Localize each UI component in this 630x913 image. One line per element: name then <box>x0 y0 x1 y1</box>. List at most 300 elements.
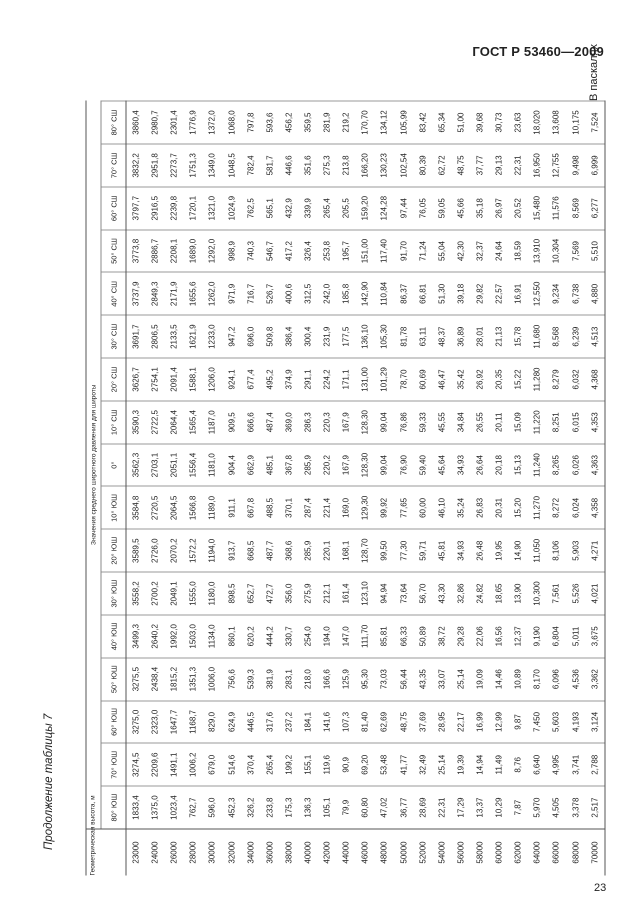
pressure-cell: 3584,8 <box>126 487 146 530</box>
pressure-cell: 4,358 <box>585 487 605 530</box>
pressure-cell: 539,3 <box>241 658 260 701</box>
pressure-cell: 1023,4 <box>165 786 184 829</box>
pressure-cell: 169,0 <box>337 487 356 530</box>
table-row <box>165 101 184 876</box>
pressure-cell: 4,363 <box>585 444 605 487</box>
pressure-cell: 1180,0 <box>203 572 222 615</box>
pressure-cell: 326,4 <box>298 230 317 273</box>
pressure-cell: 37,69 <box>413 701 432 744</box>
pressure-cell: 911,1 <box>222 487 241 530</box>
pressure-cell: 1776,9 <box>184 101 203 144</box>
altitude-cell: 30000 <box>203 829 222 876</box>
pressure-cell: 99,04 <box>375 401 394 444</box>
pressure-cell: 220,2 <box>318 444 337 487</box>
pressure-cell: 2951,8 <box>146 144 165 187</box>
pressure-cell: 111,70 <box>356 615 375 658</box>
pressure-cell: 151,00 <box>356 230 375 273</box>
pressure-cell: 101,29 <box>375 358 394 401</box>
pressure-cell: 762,5 <box>241 187 260 230</box>
pressure-cell: 20,52 <box>509 187 528 230</box>
pressure-cell: 1168,7 <box>184 701 203 744</box>
pressure-cell: 53,48 <box>375 743 394 786</box>
pressure-cell: 18,65 <box>490 572 509 615</box>
pressure-cell: 128,70 <box>356 529 375 572</box>
pressure-cell: 136,3 <box>298 786 317 829</box>
pressure-cell: 36,77 <box>394 786 413 829</box>
pressure-cell: 147,0 <box>337 615 356 658</box>
altitude-header: Геометрическая высота, м <box>86 829 126 876</box>
pressure-cell: 85,81 <box>375 615 394 658</box>
altitude-cell: 40000 <box>298 829 317 876</box>
pressure-cell: 220,1 <box>318 529 337 572</box>
pressure-cell: 28,01 <box>470 315 489 358</box>
pressure-cell: 22,31 <box>509 144 528 187</box>
pressure-cell: 6,015 <box>566 401 585 444</box>
pressure-cell: 86,37 <box>394 272 413 315</box>
pressure-cell: 71,24 <box>413 230 432 273</box>
pressure-cell: 48,75 <box>394 701 413 744</box>
pressure-cell: 1187,0 <box>203 401 222 444</box>
pressure-cell: 860,1 <box>222 615 241 658</box>
pressure-cell: 7,450 <box>528 701 547 744</box>
pressure-cell: 2133,5 <box>165 315 184 358</box>
pressure-cell: 110,84 <box>375 272 394 315</box>
pressure-cell: 1006,2 <box>184 743 203 786</box>
pressure-cell: 24,64 <box>490 230 509 273</box>
pressure-cell: 50,89 <box>413 615 432 658</box>
pressure-cell: 1647,7 <box>165 701 184 744</box>
pressure-cell: 4,193 <box>566 701 585 744</box>
pressure-cell: 740,3 <box>241 230 260 273</box>
table-row <box>126 101 146 876</box>
pressure-cell: 7,569 <box>566 230 585 273</box>
pressure-cell: 81,78 <box>394 315 413 358</box>
pressure-cell: 28,69 <box>413 786 432 829</box>
table-row <box>490 101 509 876</box>
altitude-cell: 26000 <box>165 829 184 876</box>
altitude-cell: 46000 <box>356 829 375 876</box>
pressure-cell: 166,6 <box>318 658 337 701</box>
pressure-cell: 514,6 <box>222 743 241 786</box>
table-row <box>375 101 394 876</box>
pressure-cell: 667,8 <box>241 487 260 530</box>
pressure-cell: 446,6 <box>279 144 298 187</box>
pressure-cell: 8,272 <box>547 487 566 530</box>
pressure-cell: 184,1 <box>298 701 317 744</box>
pressure-cell: 432,9 <box>279 187 298 230</box>
pressure-cell: 59,40 <box>413 444 432 487</box>
pressure-cell: 417,2 <box>279 230 298 273</box>
column-header: 60° ЮШ <box>101 701 126 744</box>
column-header: 40° СШ <box>101 272 126 315</box>
table-row <box>566 101 585 876</box>
pressure-cell: 59,33 <box>413 401 432 444</box>
pressure-cell: 330,7 <box>279 615 298 658</box>
pressure-cell: 1566,8 <box>184 487 203 530</box>
pressure-cell: 400,6 <box>279 272 298 315</box>
pressure-cell: 446,5 <box>241 701 260 744</box>
pressure-cell: 1321,0 <box>203 187 222 230</box>
pressure-cell: 136,10 <box>356 315 375 358</box>
pressure-cell: 370,1 <box>279 487 298 530</box>
pressure-cell: 17,29 <box>451 786 470 829</box>
pressure-cell: 1992,0 <box>165 615 184 658</box>
pressure-cell: 1206,0 <box>203 358 222 401</box>
pressure-cell: 4,368 <box>585 358 605 401</box>
pressure-cell: 60,00 <box>413 487 432 530</box>
altitude-cell: 38000 <box>279 829 298 876</box>
pressure-cell: 6,032 <box>566 358 585 401</box>
altitude-cell: 23000 <box>126 829 146 876</box>
pressure-cell: 42,30 <box>451 230 470 273</box>
pressure-cell: 1292,0 <box>203 230 222 273</box>
pressure-cell: 488,5 <box>260 487 279 530</box>
pressure-cell: 2070,2 <box>165 529 184 572</box>
pressure-cell: 73,64 <box>394 572 413 615</box>
pressure-cell: 80,39 <box>413 144 432 187</box>
pressure-cell: 63,11 <box>413 315 432 358</box>
pressure-cell: 175,3 <box>279 786 298 829</box>
pressure-cell: 2726,0 <box>146 529 165 572</box>
table-row <box>432 101 451 876</box>
pressure-cell: 134,12 <box>375 101 394 144</box>
pressure-cell: 170,70 <box>356 101 375 144</box>
pressure-cell: 45,66 <box>451 187 470 230</box>
pressure-cell: 3275,0 <box>126 701 146 744</box>
pressure-cell: 265,4 <box>260 743 279 786</box>
pressure-cell: 41,77 <box>394 743 413 786</box>
pressure-cell: 59,71 <box>413 529 432 572</box>
pressure-cell: 287,4 <box>298 487 317 530</box>
pressure-cell: 130,23 <box>375 144 394 187</box>
pressure-cell: 3860,4 <box>126 101 146 144</box>
column-header: 50° ЮШ <box>101 658 126 701</box>
pressure-cell: 286,3 <box>298 401 317 444</box>
pressure-cell: 4,995 <box>547 743 566 786</box>
pressure-cell: 19,39 <box>451 743 470 786</box>
pressure-cell: 8,170 <box>528 658 547 701</box>
pressure-cell: 22,57 <box>490 272 509 315</box>
pressure-cell: 356,0 <box>279 572 298 615</box>
pressure-cell: 233,8 <box>260 786 279 829</box>
pressure-cell: 29,13 <box>490 144 509 187</box>
pressure-cell: 14,46 <box>490 658 509 701</box>
table-row <box>184 101 203 876</box>
pressure-cell: 6,640 <box>528 743 547 786</box>
pressure-cell: 10,29 <box>490 786 509 829</box>
pressure-table-container <box>86 101 606 876</box>
pressure-cell: 11,280 <box>528 358 547 401</box>
pressure-cell: 2754,1 <box>146 358 165 401</box>
pressure-cell: 13,90 <box>509 572 528 615</box>
pressure-cell: 4,513 <box>585 315 605 358</box>
pressure-cell: 1349,0 <box>203 144 222 187</box>
pressure-cell: 219,2 <box>337 101 356 144</box>
pressure-cell: 971,9 <box>222 272 241 315</box>
pressure-cell: 16,91 <box>509 272 528 315</box>
pressure-cell: 668,5 <box>241 529 260 572</box>
pressure-cell: 4,505 <box>547 786 566 829</box>
pressure-cell: 2049,1 <box>165 572 184 615</box>
pressure-cell: 593,6 <box>260 101 279 144</box>
pressure-cell: 8,251 <box>547 401 566 444</box>
pressure-cell: 359,5 <box>298 101 317 144</box>
pressure-cell: 26,55 <box>470 401 489 444</box>
pressure-cell: 117,40 <box>375 230 394 273</box>
pressure-cell: 9,190 <box>528 615 547 658</box>
pressure-cell: 56,44 <box>394 658 413 701</box>
column-header: 70° ЮШ <box>101 743 126 786</box>
pressure-cell: 20,18 <box>490 444 509 487</box>
pressure-cell: 526,7 <box>260 272 279 315</box>
pressure-cell: 12,37 <box>509 615 528 658</box>
pressure-cell: 265,4 <box>318 187 337 230</box>
pressure-cell: 3274,5 <box>126 743 146 786</box>
pressure-cell: 4,353 <box>585 401 605 444</box>
pressure-cell: 677,4 <box>241 358 260 401</box>
pressure-cell: 15,22 <box>509 358 528 401</box>
pressure-cell: 9,234 <box>547 272 566 315</box>
pressure-cell: 46,10 <box>432 487 451 530</box>
pressure-cell: 205,5 <box>337 187 356 230</box>
pressure-cell: 129,30 <box>356 487 375 530</box>
pressure-cell: 666,6 <box>241 401 260 444</box>
pressure-cell: 2438,4 <box>146 658 165 701</box>
pressure-cell: 11,49 <box>490 743 509 786</box>
pressure-cell: 99,92 <box>375 487 394 530</box>
pressure-cell: 18,020 <box>528 101 547 144</box>
pressure-cell: 4,536 <box>566 658 585 701</box>
pressure-cell: 368,6 <box>279 529 298 572</box>
pressure-cell: 716,7 <box>241 272 260 315</box>
column-header: 70° СШ <box>101 144 126 187</box>
pressure-cell: 231,9 <box>318 315 337 358</box>
altitude-cell: 66000 <box>547 829 566 876</box>
pressure-cell: 20,35 <box>490 358 509 401</box>
pressure-cell: 36,89 <box>451 315 470 358</box>
pressure-cell: 242,0 <box>318 272 337 315</box>
pressure-cell: 3590,3 <box>126 401 146 444</box>
table-body <box>126 101 605 876</box>
column-header: 60° СШ <box>101 187 126 230</box>
pressure-cell: 909,5 <box>222 401 241 444</box>
pressure-cell: 39,18 <box>451 272 470 315</box>
pressure-cell: 21,13 <box>490 315 509 358</box>
pressure-cell: 35,42 <box>451 358 470 401</box>
column-header: 40° ЮШ <box>101 615 126 658</box>
altitude-cell: 44000 <box>337 829 356 876</box>
table-row <box>241 101 260 876</box>
pressure-cell: 782,4 <box>241 144 260 187</box>
pressure-cell: 6,239 <box>566 315 585 358</box>
pressure-cell: 66,33 <box>394 615 413 658</box>
pressure-cell: 4,880 <box>585 272 605 315</box>
pressure-cell: 168,1 <box>337 529 356 572</box>
pressure-cell: 624,9 <box>222 701 241 744</box>
pressure-cell: 77,65 <box>394 487 413 530</box>
pressure-cell: 679,0 <box>203 743 222 786</box>
pressure-cell: 2051,1 <box>165 444 184 487</box>
pressure-cell: 119,6 <box>318 743 337 786</box>
pressure-cell: 11,220 <box>528 401 547 444</box>
pressure-cell: 24,82 <box>470 572 489 615</box>
pressure-cell: 797,8 <box>241 101 260 144</box>
pressure-cell: 128,30 <box>356 444 375 487</box>
pressure-cell: 81,40 <box>356 701 375 744</box>
pressure-cell: 275,3 <box>318 144 337 187</box>
pressure-cell: 3,362 <box>585 658 605 701</box>
pressure-cell: 35,24 <box>451 487 470 530</box>
pressure-cell: 456,2 <box>279 101 298 144</box>
pressure-cell: 43,35 <box>413 658 432 701</box>
pressure-cell: 4,021 <box>585 572 605 615</box>
pressure-cell: 5,603 <box>547 701 566 744</box>
table-row <box>203 101 222 876</box>
pressure-cell: 326,2 <box>241 786 260 829</box>
pressure-cell: 76,86 <box>394 401 413 444</box>
pressure-cell: 35,18 <box>470 187 489 230</box>
pressure-cell: 7,524 <box>585 101 605 144</box>
pressure-cell: 177,5 <box>337 315 356 358</box>
pressure-cell: 11,680 <box>528 315 547 358</box>
pressure-cell: 107,3 <box>337 701 356 744</box>
pressure-cell: 5,903 <box>566 529 585 572</box>
pressure-cell: 39,68 <box>470 101 489 144</box>
pressure-cell: 38,72 <box>432 615 451 658</box>
column-header: 0° <box>101 444 126 487</box>
pressure-cell: 913,7 <box>222 529 241 572</box>
altitude-cell: 64000 <box>528 829 547 876</box>
table-row <box>222 101 241 876</box>
pressure-cell: 1233,0 <box>203 315 222 358</box>
pressure-cell: 2064,5 <box>165 487 184 530</box>
pressure-cell: 1503,0 <box>184 615 203 658</box>
column-header: 20° СШ <box>101 358 126 401</box>
pressure-cell: 105,99 <box>394 101 413 144</box>
altitude-cell: 48000 <box>375 829 394 876</box>
pressure-cell: 2720,5 <box>146 487 165 530</box>
pressure-cell: 237,2 <box>279 701 298 744</box>
pressure-cell: 142,90 <box>356 272 375 315</box>
pressure-cell: 565,1 <box>260 187 279 230</box>
pressure-cell: 76,90 <box>394 444 413 487</box>
pressure-cell: 283,1 <box>279 658 298 701</box>
pressure-cell: 14,94 <box>470 743 489 786</box>
pressure-cell: 2064,4 <box>165 401 184 444</box>
pressure-cell: 3737,9 <box>126 272 146 315</box>
pressure-cell: 8,265 <box>547 444 566 487</box>
pressure-cell: 2886,7 <box>146 230 165 273</box>
pressure-cell: 105,1 <box>318 786 337 829</box>
pressure-cell: 8,279 <box>547 358 566 401</box>
pressure-cell: 253,8 <box>318 230 337 273</box>
pressure-cell: 45,55 <box>432 401 451 444</box>
table-row <box>394 101 413 876</box>
pressure-cell: 370,4 <box>241 743 260 786</box>
pressure-cell: 30,73 <box>490 101 509 144</box>
pressure-cell: 37,77 <box>470 144 489 187</box>
table-row <box>260 101 279 876</box>
pressure-cell: 62,69 <box>375 701 394 744</box>
pressure-cell: 3773,8 <box>126 230 146 273</box>
pressure-cell: 10,300 <box>528 572 547 615</box>
pressure-cell: 5,526 <box>566 572 585 615</box>
pressure-cell: 1815,2 <box>165 658 184 701</box>
column-header: 80° СШ <box>101 101 126 144</box>
pressure-cell: 275,9 <box>298 572 317 615</box>
pressure-cell: 102,54 <box>394 144 413 187</box>
pressure-cell: 6,738 <box>566 272 585 315</box>
table-row <box>585 101 605 876</box>
latitude-group-header: Значения среднего широтного давления для широты <box>86 101 101 829</box>
pressure-cell: 369,0 <box>279 401 298 444</box>
pressure-cell: 2091,4 <box>165 358 184 401</box>
pressure-cell: 1833,4 <box>126 786 146 829</box>
pressure-cell: 12,550 <box>528 272 547 315</box>
pressure-cell: 898,5 <box>222 572 241 615</box>
pressure-cell: 1048,5 <box>222 144 241 187</box>
pressure-cell: 2916,5 <box>146 187 165 230</box>
pressure-cell: 78,70 <box>394 358 413 401</box>
column-header: 80° ЮШ <box>101 786 126 829</box>
pressure-cell: 20,11 <box>490 401 509 444</box>
pressure-cell: 2722,5 <box>146 401 165 444</box>
column-header: 10° СШ <box>101 401 126 444</box>
pressure-cell: 3275,5 <box>126 658 146 701</box>
pressure-cell: 12,755 <box>547 144 566 187</box>
pressure-cell: 5,011 <box>566 615 585 658</box>
pressure-cell: 10,304 <box>547 230 566 273</box>
table-row <box>451 101 470 876</box>
table-row <box>528 101 547 876</box>
pressure-cell: 3,741 <box>566 743 585 786</box>
altitude-cell: 68000 <box>566 829 585 876</box>
pressure-cell: 6,024 <box>566 487 585 530</box>
pressure-cell: 11,050 <box>528 529 547 572</box>
pressure-cell: 43,30 <box>432 572 451 615</box>
pressure-cell: 99,50 <box>375 529 394 572</box>
pressure-cell: 212,1 <box>318 572 337 615</box>
pressure-cell: 351,6 <box>298 144 317 187</box>
pressure-cell: 11,270 <box>528 487 547 530</box>
column-header: 20° ЮШ <box>101 529 126 572</box>
pressure-cell: 13,910 <box>528 230 547 273</box>
pressure-cell: 487,4 <box>260 401 279 444</box>
pressure-cell: 7,87 <box>509 786 528 829</box>
pressure-cell: 9,498 <box>566 144 585 187</box>
pressure-cell: 22,31 <box>432 786 451 829</box>
pressure-cell: 51,30 <box>432 272 451 315</box>
pressure-cell: 59,05 <box>432 187 451 230</box>
pressure-cell: 1006,0 <box>203 658 222 701</box>
pressure-cell: 11,576 <box>547 187 566 230</box>
pressure-cell: 2239,8 <box>165 187 184 230</box>
pressure-cell: 51,00 <box>451 101 470 144</box>
pressure-cell: 3,675 <box>585 615 605 658</box>
units-label: В паскалях <box>588 44 600 102</box>
pressure-cell: 195,7 <box>337 230 356 273</box>
pressure-cell: 2301,4 <box>165 101 184 144</box>
pressure-cell: 29,28 <box>451 615 470 658</box>
table-row <box>356 101 375 876</box>
pressure-cell: 924,1 <box>222 358 241 401</box>
pressure-cell: 123,10 <box>356 572 375 615</box>
pressure-cell: 998,9 <box>222 230 241 273</box>
pressure-cell: 3589,5 <box>126 529 146 572</box>
document-code: ГОСТ Р 53460—2009 <box>472 44 604 59</box>
pressure-cell: 6,026 <box>566 444 585 487</box>
pressure-cell: 254,0 <box>298 615 317 658</box>
